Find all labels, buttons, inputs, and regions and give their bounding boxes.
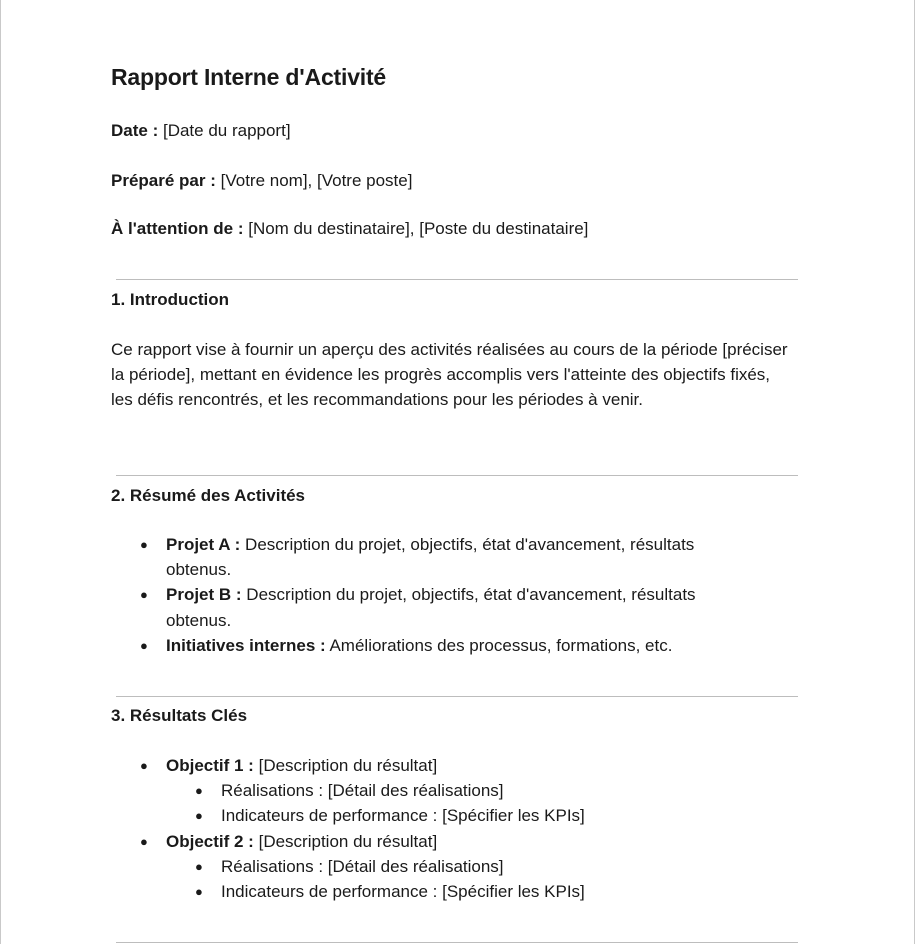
bullet-icon: ● [195, 884, 203, 900]
section-title-results: 3. Résultats Clés [111, 706, 248, 725]
date-label: Date : [111, 121, 159, 140]
document-title: Rapport Interne d'Activité [111, 64, 387, 90]
sub-list-item [166, 879, 761, 904]
section-divider [116, 696, 798, 697]
item-label: Objectif 1 : [166, 756, 254, 775]
section-title-introduction: 1. Introduction [111, 290, 230, 309]
bullet-icon: ● [140, 537, 148, 552]
sub-item-text: Réalisations : [Détail des réalisations] [221, 781, 504, 801]
section-divider [116, 942, 798, 943]
sub-list-item [166, 803, 761, 828]
introduction-paragraph: Ce rapport vise à fournir un aperçu des activités réalisées au cours de la période [préciser la période], mettant en évidence les progrès accomplis vers l'atteinte des objectifs fixés, les défis rencontrés, et les recommandations pour les périodes à venir. [111, 340, 788, 410]
list-item [111, 532, 801, 582]
sub-list-item [166, 778, 761, 803]
section-divider [116, 475, 798, 476]
list-item [111, 633, 801, 658]
item-text: Améliorations des processus, formations, etc. [329, 635, 673, 655]
prepared-by-value: [Votre nom], [Votre poste] [220, 171, 413, 190]
sub-list [166, 778, 761, 828]
section-title-activities: 2. Résumé des Activités [111, 486, 306, 505]
item-label: Projet B : [166, 585, 242, 605]
item-text: [Description du résultat] [258, 831, 438, 851]
section-divider [116, 279, 798, 280]
list-item [111, 582, 801, 632]
bullet-icon: ● [140, 833, 148, 849]
bullet-icon: ● [195, 783, 203, 799]
sub-list-item [166, 854, 761, 879]
prepared-by-line [111, 171, 412, 191]
attention-line [111, 219, 588, 239]
page-border-left [0, 0, 1, 944]
date-value: [Date du rapport] [162, 121, 291, 140]
date-line [111, 121, 291, 141]
item-text: Description du projet, objectifs, état d'avancement, résultats obtenus. [166, 585, 696, 630]
attention-value: [Nom du destinataire], [Poste du destinataire] [248, 219, 589, 238]
item-text: [Description du résultat] [258, 756, 438, 775]
sub-item-text: Réalisations : [Détail des réalisations] [221, 856, 504, 876]
bullet-icon: ● [195, 858, 203, 874]
prepared-by-label: Préparé par : [111, 171, 216, 190]
bullet-icon: ● [195, 808, 203, 824]
results-list [111, 753, 801, 904]
item-label: Objectif 2 : [166, 831, 254, 851]
sub-list [166, 854, 761, 904]
list-item [111, 753, 801, 829]
bullet-icon: ● [140, 587, 148, 603]
bullet-icon: ● [140, 758, 148, 773]
list-item [111, 829, 801, 905]
bullet-icon: ● [140, 637, 148, 653]
item-text: Description du projet, objectifs, état d'avancement, résultats obtenus. [166, 535, 695, 580]
attention-label: À l'attention de : [111, 219, 244, 238]
sub-item-text: Indicateurs de performance : [Spécifier les KPIs] [221, 882, 585, 902]
activities-list [111, 532, 801, 658]
item-label: Projet A : [166, 535, 241, 554]
sub-item-text: Indicateurs de performance : [Spécifier les KPIs] [221, 806, 585, 826]
item-label: Initiatives internes : [166, 635, 326, 655]
